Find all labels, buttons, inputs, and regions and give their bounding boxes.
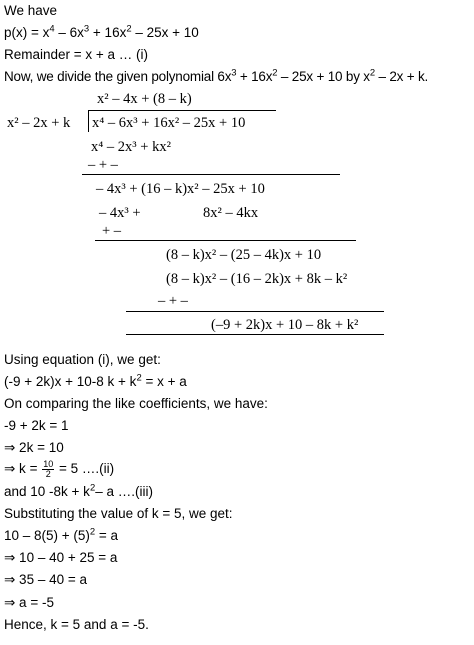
division-remainder-1: – 4x³ + (16 – k)x² – 25x + 10 xyxy=(96,181,265,197)
solution-subst-3: ⇒ 35 – 40 = a xyxy=(4,572,87,587)
solution-substituting: Substituting the value of k = 5, we get: xyxy=(4,506,233,521)
division-remainder-2: (8 – k)x² – (25 – 4k)x + 10 xyxy=(166,247,322,263)
division-rule-1 xyxy=(82,174,340,175)
solution-step-2: ⇒ 2k = 10 xyxy=(4,440,64,455)
solution-step-4: and 10 $-8k + k^2-$ a ….(iii) xyxy=(4,482,153,499)
intro-line: We have xyxy=(4,3,58,18)
solution-using: Using equation (i), we get: xyxy=(4,352,161,367)
solution-subst-2: ⇒ 10 – 40 + 25 = a xyxy=(4,550,118,565)
division-subtract-2a: – 4x³ + xyxy=(99,205,141,221)
division-signs-1: – + – xyxy=(88,157,118,173)
division-subtract-3: (8 – k)x² – (16 – 2k)x + 8k – k² xyxy=(166,271,348,287)
solution-final: Hence, k = 5 and a = -5. xyxy=(4,617,149,632)
division-quotient: x² – 4x + (8 – k) xyxy=(97,91,192,107)
division-signs-3: – + – xyxy=(158,293,188,309)
division-dividend: x⁴ – 6x³ + 16x² – 25x + 10 xyxy=(92,115,246,131)
division-bar xyxy=(88,110,276,111)
divide-statement: Now, we divide the given polynomial $6x^3 + 16x^2 - 25x + 10$ by $x^2 - 2x + k$. xyxy=(4,67,429,84)
remainder-line: Remainder = x + a … (i) xyxy=(4,47,149,62)
division-bracket xyxy=(88,110,89,132)
division-subtract-2b: 8x² – 4kx xyxy=(203,205,259,221)
solution-subst-1: $10 - 8(5) + (5)^2 = a$ xyxy=(4,526,119,543)
division-remainder-3: (–9 + 2k)x + 10 – 8k + k² xyxy=(211,317,359,333)
division-rule-2 xyxy=(95,240,356,241)
fraction: $\frac{10}{2}$ xyxy=(43,459,54,479)
division-signs-2: + – xyxy=(102,223,122,239)
solution-step-3: ⇒ k = $\frac{10}{2}$ = 5 ….(ii) xyxy=(4,459,115,479)
solution-subst-4: ⇒ a = -5 xyxy=(4,595,54,610)
polynomial-definition: $p(x) = x^4 - 6x^3 + 16x^2 - 25x + 10$ xyxy=(4,23,199,40)
solution-step-1: -9 + 2k = 1 xyxy=(4,418,69,433)
division-divisor: x² – 2x + k xyxy=(7,115,71,131)
solution-comparing: On comparing the like coefficients, we have: xyxy=(4,396,268,411)
division-rule-3 xyxy=(126,311,384,312)
division-subtract-1: x⁴ – 2x³ + kx² xyxy=(91,139,171,155)
division-rule-4 xyxy=(126,334,384,335)
solution-equation: (-9 + 2k)x + 10-8 $k + k^2 = x + a$ xyxy=(4,372,187,389)
